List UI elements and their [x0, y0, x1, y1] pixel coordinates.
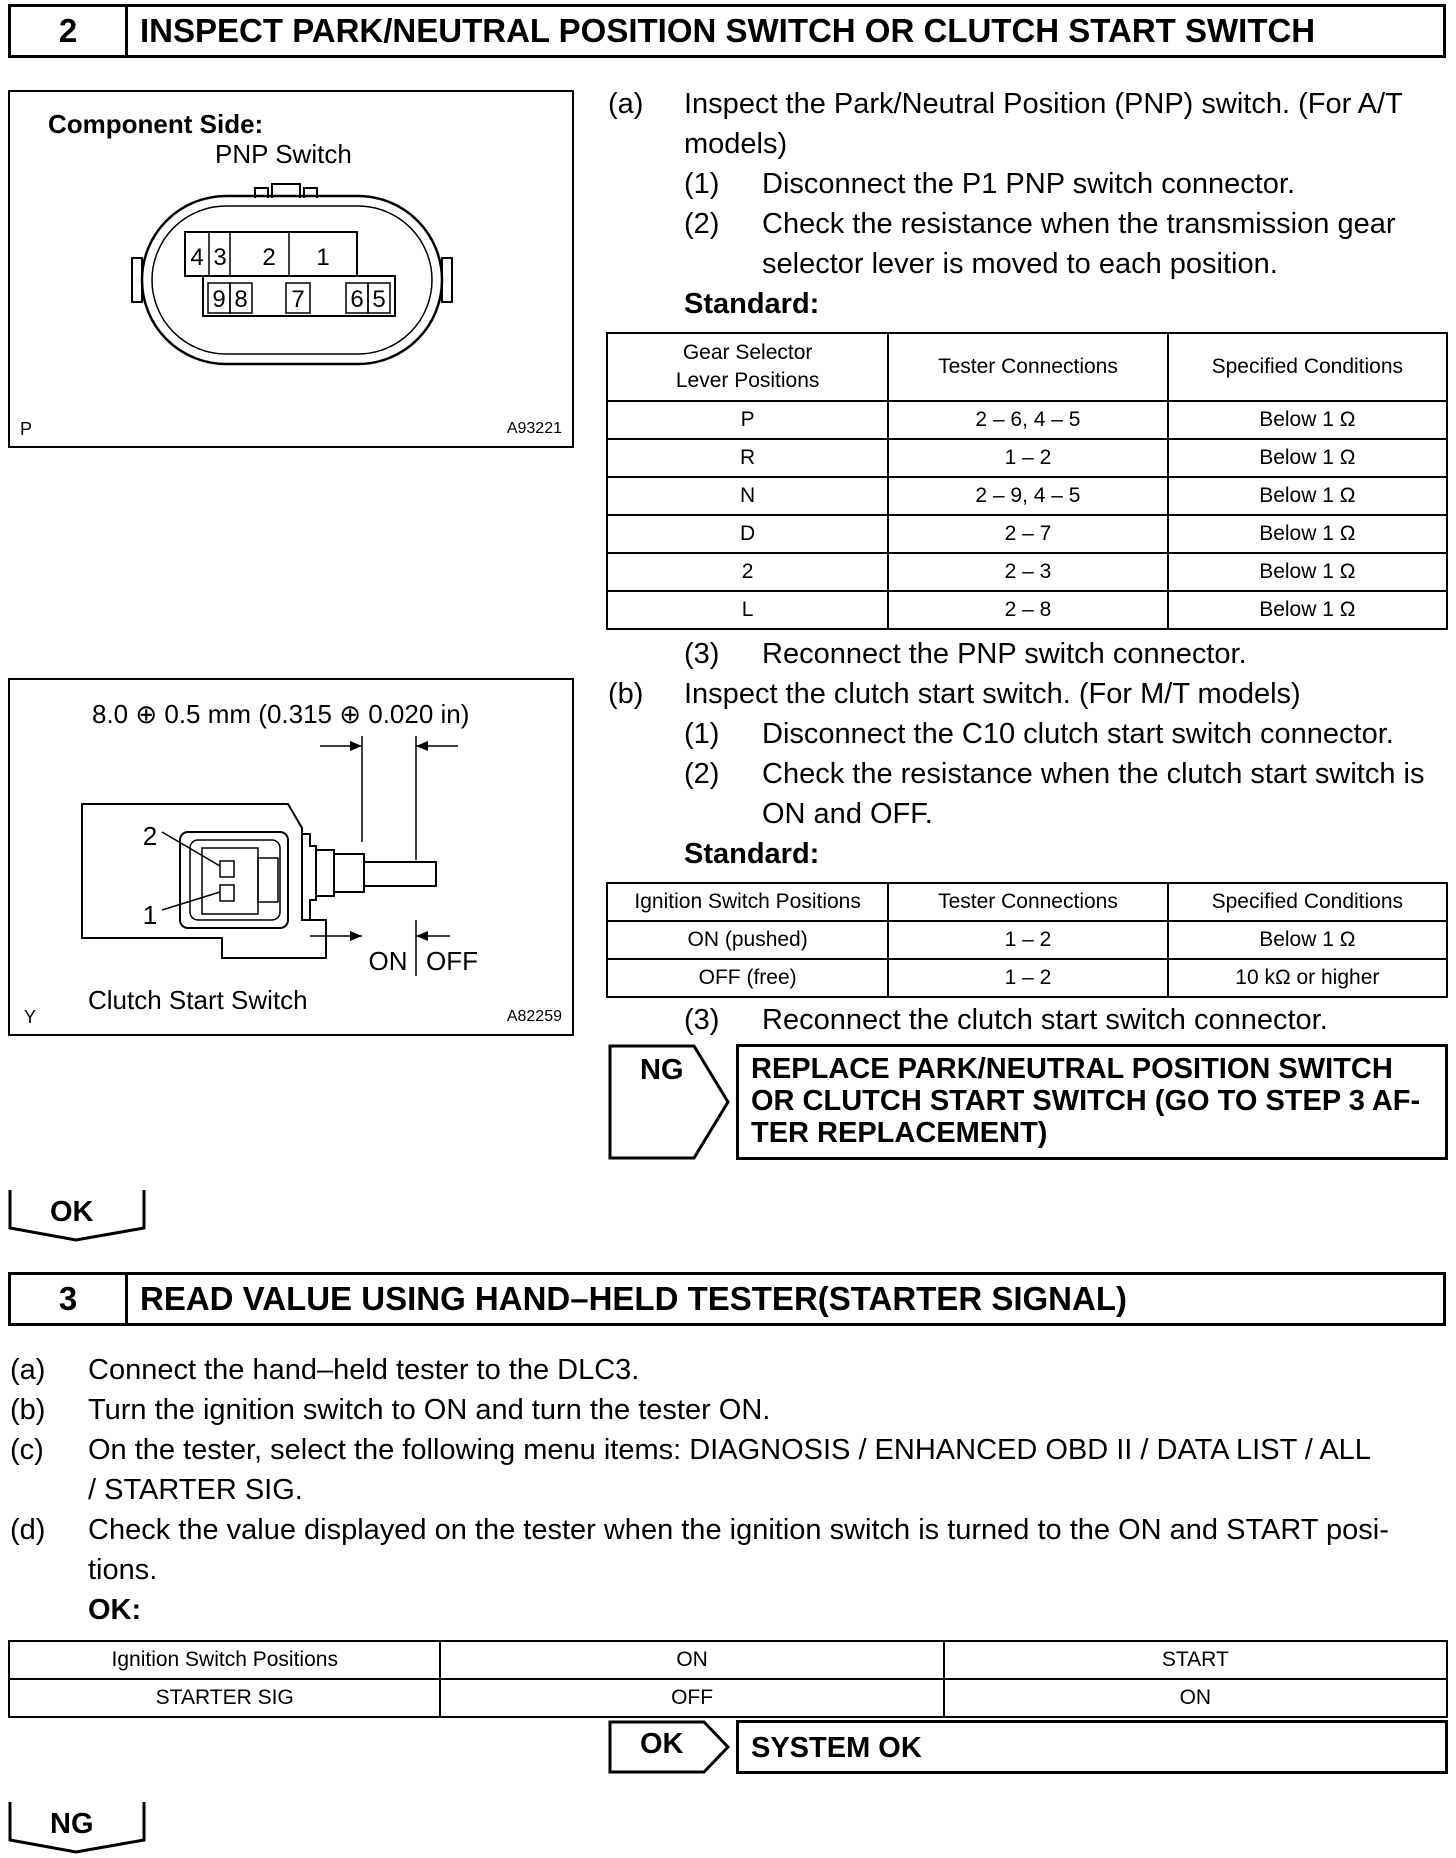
step2-b1-marker: (1)	[684, 718, 720, 750]
step2-a-marker: (a)	[608, 88, 644, 120]
step2-a1-text: Disconnect the P1 PNP switch connector.	[762, 168, 1296, 200]
step3-b-marker: (b)	[10, 1394, 46, 1426]
figure-code: A93221	[506, 420, 562, 437]
pin-2-label: 2	[142, 821, 158, 851]
step2-b-text: Inspect the clutch start switch. (For M/T models)	[684, 678, 1301, 710]
step3-d-text-2: tions.	[88, 1554, 158, 1586]
table-cell: 1 – 2	[888, 959, 1167, 997]
header-cell: Gear Selector Lever Positions	[607, 333, 888, 401]
step3-c-text-2: / STARTER SIG.	[88, 1474, 303, 1506]
header-cell: Specified Conditions	[1168, 883, 1447, 921]
table-cell: ON (pushed)	[607, 921, 888, 959]
header-cell: Ignition Switch Positions	[607, 883, 888, 921]
table-header-row	[607, 333, 1447, 401]
pin-2: 2	[262, 244, 276, 271]
table-cell: 1 – 2	[888, 439, 1167, 477]
table-row	[607, 959, 1447, 997]
pnp-connector-drawing	[10, 92, 576, 450]
system-ok-box	[736, 1720, 1448, 1774]
ng-result-box	[736, 1044, 1448, 1160]
standard-heading: Standard:	[684, 838, 820, 870]
ng-result-line: REPLACE PARK/NEUTRAL POSITION SWITCH	[751, 1053, 1393, 1085]
figure-code: A82259	[506, 1008, 562, 1025]
pin-1: 1	[316, 244, 330, 271]
table-row	[607, 401, 1447, 439]
pnp-switch-figure	[8, 90, 574, 448]
step3-a-text: Connect the hand–held tester to the DLC3.	[88, 1354, 640, 1386]
pnp-switch-label: PNP Switch	[215, 139, 352, 169]
table-cell: P	[607, 401, 888, 439]
component-side-label: Component Side:	[48, 109, 264, 139]
ng-label: NG	[50, 1808, 94, 1840]
step3-d-text-1: Check the value displayed on the tester when the ignition switch is turned to the ON and START posi-	[88, 1514, 1389, 1546]
starter-signal-table	[8, 1640, 1448, 1718]
step2-b2-text-2: ON and OFF.	[762, 798, 933, 830]
dimension-label: 8.0 ⊕ 0.5 mm (0.315 ⊕ 0.020 in)	[92, 699, 470, 729]
step-3-header	[8, 1272, 1446, 1326]
pin-9: 9	[212, 286, 226, 313]
pnp-spec-table	[606, 332, 1448, 630]
step3-a-marker: (a)	[10, 1354, 46, 1386]
ok-heading: OK:	[88, 1594, 142, 1626]
table-cell: OFF (free)	[607, 959, 888, 997]
pin-6: 6	[350, 286, 364, 313]
table-row	[607, 477, 1447, 515]
header-cell: Specified Conditions	[1168, 333, 1447, 401]
step2-a2-marker: (2)	[684, 208, 720, 240]
step-title: INSPECT PARK/NEUTRAL POSITION SWITCH OR CLUTCH START SWITCH	[140, 12, 1316, 49]
table-cell: Below 1 Ω	[1168, 401, 1447, 439]
step-2-header	[8, 4, 1446, 58]
pin-7: 7	[291, 286, 305, 313]
header-cell: Tester Connections	[888, 333, 1167, 401]
header-cell: Tester Connections	[888, 883, 1167, 921]
ng-result-line: OR CLUTCH START SWITCH (GO TO STEP 3 AF-	[751, 1085, 1421, 1117]
step2-b1-text: Disconnect the C10 clutch start switch connector.	[762, 718, 1394, 750]
ok-label: OK	[50, 1196, 94, 1228]
system-ok-text: SYSTEM OK	[751, 1732, 922, 1764]
table-cell: 10 kΩ or higher	[1168, 959, 1447, 997]
pin-8: 8	[234, 286, 248, 313]
table-cell: Below 1 Ω	[1168, 515, 1447, 553]
step2-a-text-2: models)	[684, 128, 788, 160]
step3-d-marker: (d)	[10, 1514, 46, 1546]
step2-a3-marker: (3)	[684, 638, 720, 670]
step3-c-marker: (c)	[10, 1434, 44, 1466]
figure-corner-letter: P	[20, 419, 33, 439]
table-cell: 2 – 3	[888, 553, 1167, 591]
off-label: OFF	[426, 946, 478, 976]
step-number: 3	[11, 1275, 128, 1323]
table-cell: Below 1 Ω	[1168, 921, 1447, 959]
on-label: ON	[368, 946, 408, 976]
table-cell: STARTER SIG	[9, 1679, 440, 1717]
table-cell: 1 – 2	[888, 921, 1167, 959]
clutch-switch-caption: Clutch Start Switch	[88, 985, 308, 1015]
table-row	[9, 1679, 1447, 1717]
header-cell: ON	[440, 1641, 943, 1679]
table-cell: N	[607, 477, 888, 515]
step2-a1-marker: (1)	[684, 168, 720, 200]
table-row	[607, 921, 1447, 959]
step2-a2-text-1: Check the resistance when the transmission gear	[762, 208, 1396, 240]
step2-b3-marker: (3)	[684, 1004, 720, 1036]
step2-b-marker: (b)	[608, 678, 644, 710]
table-cell: Below 1 Ω	[1168, 591, 1447, 629]
table-cell: Below 1 Ω	[1168, 553, 1447, 591]
table-cell: R	[607, 439, 888, 477]
clutch-switch-figure	[8, 678, 574, 1036]
ok-label: OK	[640, 1728, 684, 1760]
step2-a3-text: Reconnect the PNP switch connector.	[762, 638, 1247, 670]
pin-4: 4	[190, 244, 204, 271]
step3-c-text-1: On the tester, select the following menu items: DIAGNOSIS / ENHANCED OBD II / DATA LIST / ALL	[88, 1434, 1371, 1466]
ng-result-line: TER REPLACEMENT)	[751, 1117, 1048, 1149]
pin-5: 5	[372, 286, 386, 313]
table-cell: 2 – 9, 4 – 5	[888, 477, 1167, 515]
clutch-spec-table	[606, 882, 1448, 998]
table-row	[607, 553, 1447, 591]
step2-b2-marker: (2)	[684, 758, 720, 790]
step3-b-text: Turn the ignition switch to ON and turn the tester ON.	[88, 1394, 771, 1426]
pin-3: 3	[213, 244, 227, 271]
table-cell: 2 – 7	[888, 515, 1167, 553]
step2-a2-text-2: selector lever is moved to each position.	[762, 248, 1278, 280]
table-header-row	[607, 883, 1447, 921]
header-cell: Ignition Switch Positions	[9, 1641, 440, 1679]
step2-b2-text-1: Check the resistance when the clutch start switch is	[762, 758, 1425, 790]
figure-corner-letter: Y	[24, 1007, 37, 1027]
table-row	[607, 515, 1447, 553]
table-header-row	[9, 1641, 1447, 1679]
ng-label: NG	[640, 1054, 684, 1086]
table-cell: 2 – 6, 4 – 5	[888, 401, 1167, 439]
step-number: 2	[11, 7, 128, 55]
table-row	[607, 439, 1447, 477]
table-cell: D	[607, 515, 888, 553]
table-cell: 2	[607, 553, 888, 591]
table-row	[607, 591, 1447, 629]
table-cell: L	[607, 591, 888, 629]
table-cell: ON	[944, 1679, 1447, 1717]
table-cell: Below 1 Ω	[1168, 439, 1447, 477]
pin-1-label: 1	[142, 900, 158, 930]
table-cell: Below 1 Ω	[1168, 477, 1447, 515]
header-cell: START	[944, 1641, 1447, 1679]
step-title: READ VALUE USING HAND–HELD TESTER(STARTER SIGNAL)	[140, 1280, 1127, 1317]
standard-heading: Standard:	[684, 288, 820, 320]
table-cell: OFF	[440, 1679, 943, 1717]
step2-b3-text: Reconnect the clutch start switch connector.	[762, 1004, 1328, 1036]
table-cell: 2 – 8	[888, 591, 1167, 629]
step2-a-text-1: Inspect the Park/Neutral Position (PNP) switch. (For A/T	[684, 88, 1403, 120]
